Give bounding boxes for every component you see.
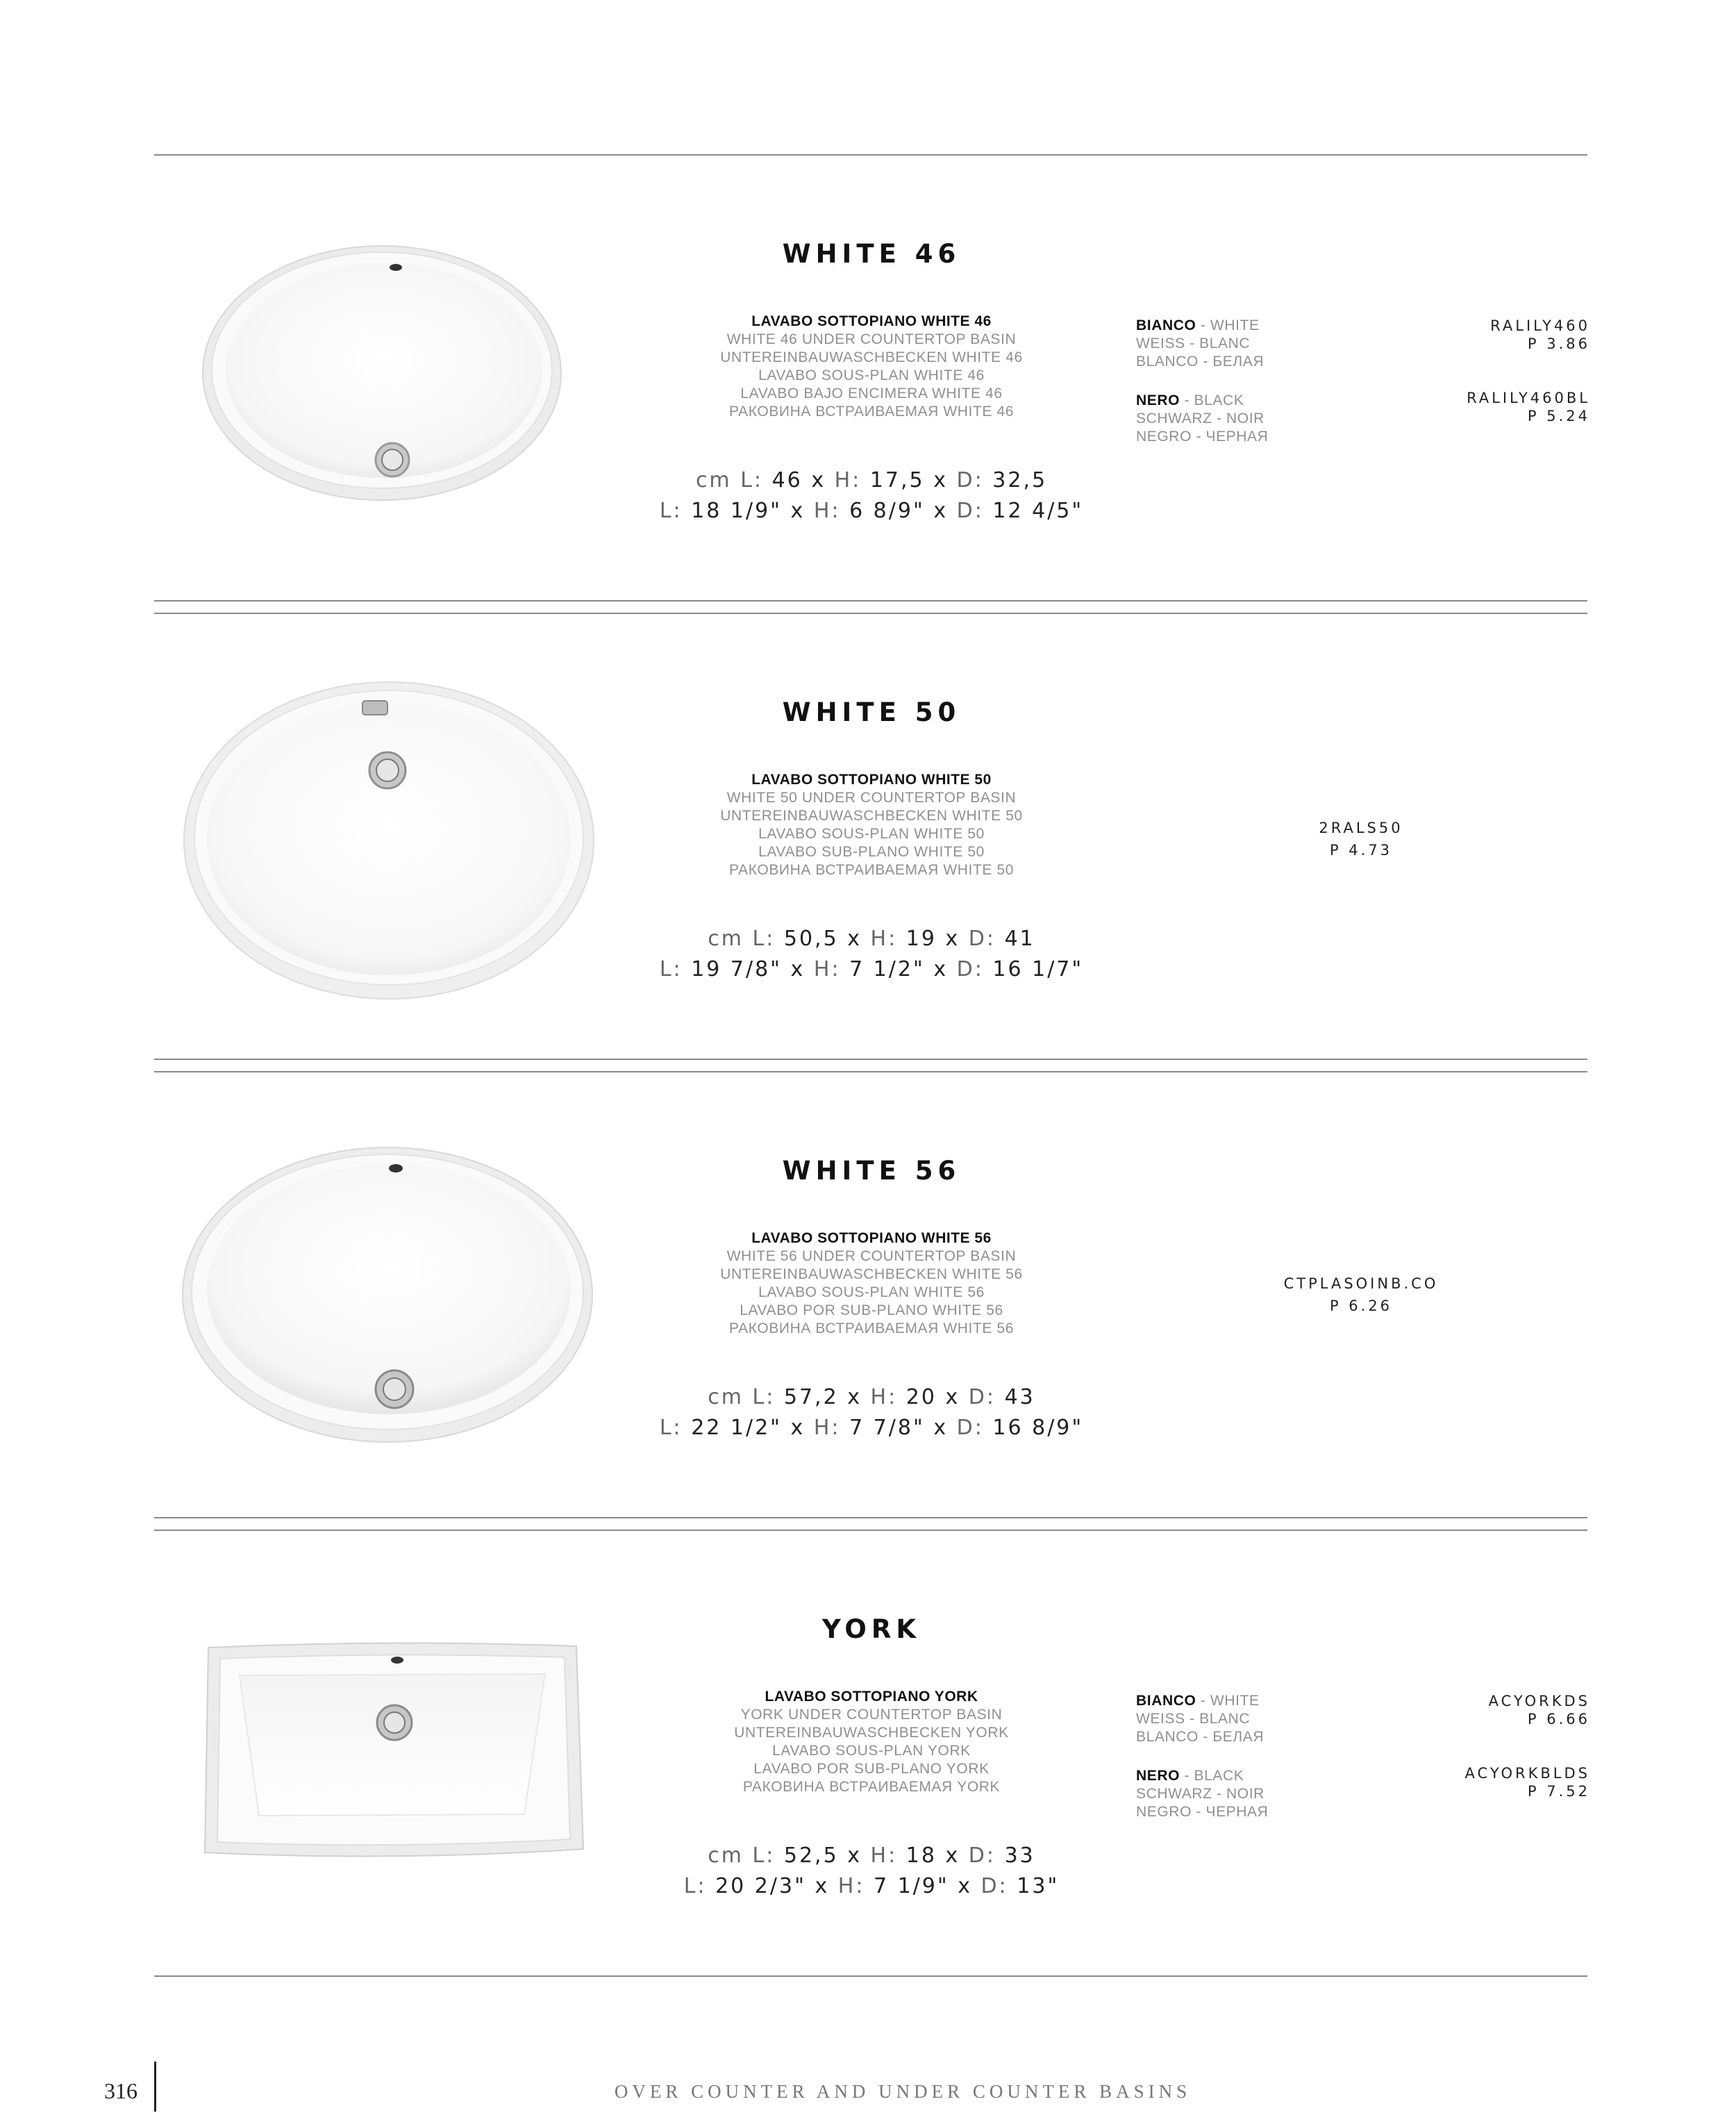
code-black: ACYORKBLDS P 7.52	[1464, 1765, 1590, 1800]
dimensions-cm: cm L: 50,5 x H: 19 x D: 41	[708, 927, 1035, 951]
description-main: LAVABO SOTTOPIANO WHITE 56	[751, 1230, 992, 1246]
dimensions	[611, 1841, 1132, 1902]
product-title: YORK	[821, 1614, 921, 1644]
description-line: LAVABO SOUS-PLAN WHITE 56	[758, 1284, 985, 1300]
color-option-white: BIANCO - WHITE WEISS - BLANC BLANCO - БЕЛАЯ	[1136, 1693, 1265, 1745]
product-white-56	[0, 1071, 1736, 1516]
dimensions-inch: L: 20 2/3" x H: 7 1/9" x D: 13"	[683, 1874, 1060, 1898]
description-line: WHITE 56 UNDER COUNTERTOP BASIN	[726, 1248, 1017, 1264]
divider-bottom	[154, 1975, 1587, 1977]
product-description	[663, 313, 1080, 421]
product-title: WHITE 56	[782, 1156, 961, 1186]
color-option-black: NERO - BLACK SCHWARZ - NOIR NEGRO - ЧЕРНАЯ	[1136, 392, 1269, 445]
color-option-black: NERO - BLACK SCHWARZ - NOIR NEGRO - ЧЕРНАЯ	[1136, 1768, 1269, 1820]
description-main: LAVABO SOTTOPIANO WHITE 50	[751, 772, 992, 788]
product-york	[0, 1530, 1736, 1974]
product-code: CTPLASOINB.CO P 6.26	[1283, 1275, 1439, 1314]
description-line: LAVABO SOUS-PLAN WHITE 50	[758, 826, 985, 842]
divider	[154, 1059, 1587, 1060]
description-line: LAVABO SUB-PLANO WHITE 50	[758, 844, 985, 860]
code-white: ACYORKDS P 6.66	[1488, 1693, 1590, 1727]
description-line: WHITE 46 UNDER COUNTERTOP BASIN	[726, 331, 1017, 347]
dimensions-inch: L: 19 7/8" x H: 7 1/2" x D: 16 1/7"	[659, 957, 1084, 981]
description-line: UNTEREINBAUWASCHBECKEN WHITE 46	[720, 349, 1023, 365]
product-title: WHITE 46	[782, 239, 961, 269]
footer-separator	[154, 2062, 156, 2112]
color-option-white: BIANCO - WHITE WEISS - BLANC BLANCO - БЕЛАЯ	[1136, 317, 1265, 370]
description-line: РАКОВИНА ВСТРАИВАЕМАЯ YORK	[742, 1779, 1001, 1795]
code-black: RALILY460BL P 5.24	[1467, 390, 1590, 424]
product-codes	[1382, 317, 1590, 446]
footer-title: OVER COUNTER AND UNDER COUNTER BASINS	[614, 2081, 1192, 2102]
description-main: LAVABO SOTTOPIANO WHITE 46	[751, 313, 992, 329]
page-number: 316	[104, 2078, 137, 2103]
description-line: LAVABO SOUS-PLAN WHITE 46	[758, 367, 985, 383]
description-line: WHITE 50 UNDER COUNTERTOP BASIN	[726, 790, 1017, 806]
basin-image-white-46	[198, 241, 566, 505]
color-options	[1136, 1692, 1386, 1842]
description-line: LAVABO POR SUB-PLANO YORK	[753, 1761, 990, 1777]
dimensions-cm: cm L: 57,2 x H: 20 x D: 43	[708, 1385, 1035, 1409]
dimensions-cm: cm L: 46 x H: 17,5 x D: 32,5	[695, 468, 1048, 492]
description-line: YORK UNDER COUNTERTOP BASIN	[740, 1707, 1003, 1723]
description-line: РАКОВИНА ВСТРАИВАЕМАЯ WHITE 50	[728, 862, 1015, 878]
description-line: LAVABO BAJO ENCIMERA WHITE 46	[740, 386, 1003, 401]
description-line: РАКОВИНА ВСТРАИВАЕМАЯ WHITE 46	[728, 404, 1015, 420]
basin-image-york	[198, 1641, 587, 1866]
description-line: UNTEREINBAUWASCHBECKEN WHITE 56	[720, 1266, 1023, 1282]
color-options	[1136, 317, 1386, 467]
description-line: LAVABO SOUS-PLAN YORK	[772, 1743, 971, 1759]
product-description	[663, 771, 1080, 879]
divider	[154, 1517, 1587, 1518]
description-line: РАКОВИНА ВСТРАИВАЕМАЯ WHITE 56	[728, 1320, 1015, 1336]
product-description	[663, 1229, 1080, 1338]
product-description	[663, 1688, 1080, 1796]
dimensions-inch: L: 18 1/9" x H: 6 8/9" x D: 12 4/5"	[659, 499, 1084, 523]
description-main: LAVABO SOTTOPIANO YORK	[765, 1689, 978, 1705]
product-title: WHITE 50	[782, 697, 961, 727]
product-code: 2RALS50 P 4.73	[1319, 820, 1403, 859]
product-white-50	[0, 613, 1736, 1057]
basin-image-white-56	[179, 1141, 596, 1446]
dimensions-cm: cm L: 52,5 x H: 18 x D: 33	[708, 1843, 1035, 1868]
dimensions	[611, 465, 1132, 527]
dimensions-inch: L: 22 1/2" x H: 7 7/8" x D: 16 8/9"	[659, 1416, 1084, 1440]
product-white-46	[0, 154, 1736, 599]
divider	[154, 600, 1587, 602]
dimensions	[611, 924, 1132, 985]
description-line: UNTEREINBAUWASCHBECKEN YORK	[734, 1725, 1009, 1741]
code-white: RALILY460 P 3.86	[1490, 317, 1590, 352]
basin-image-white-50	[181, 677, 597, 1003]
description-line: LAVABO POR SUB-PLANO WHITE 56	[740, 1302, 1003, 1318]
description-line: UNTEREINBAUWASCHBECKEN WHITE 50	[720, 808, 1023, 824]
product-codes	[1382, 1692, 1590, 1821]
dimensions	[611, 1382, 1132, 1443]
